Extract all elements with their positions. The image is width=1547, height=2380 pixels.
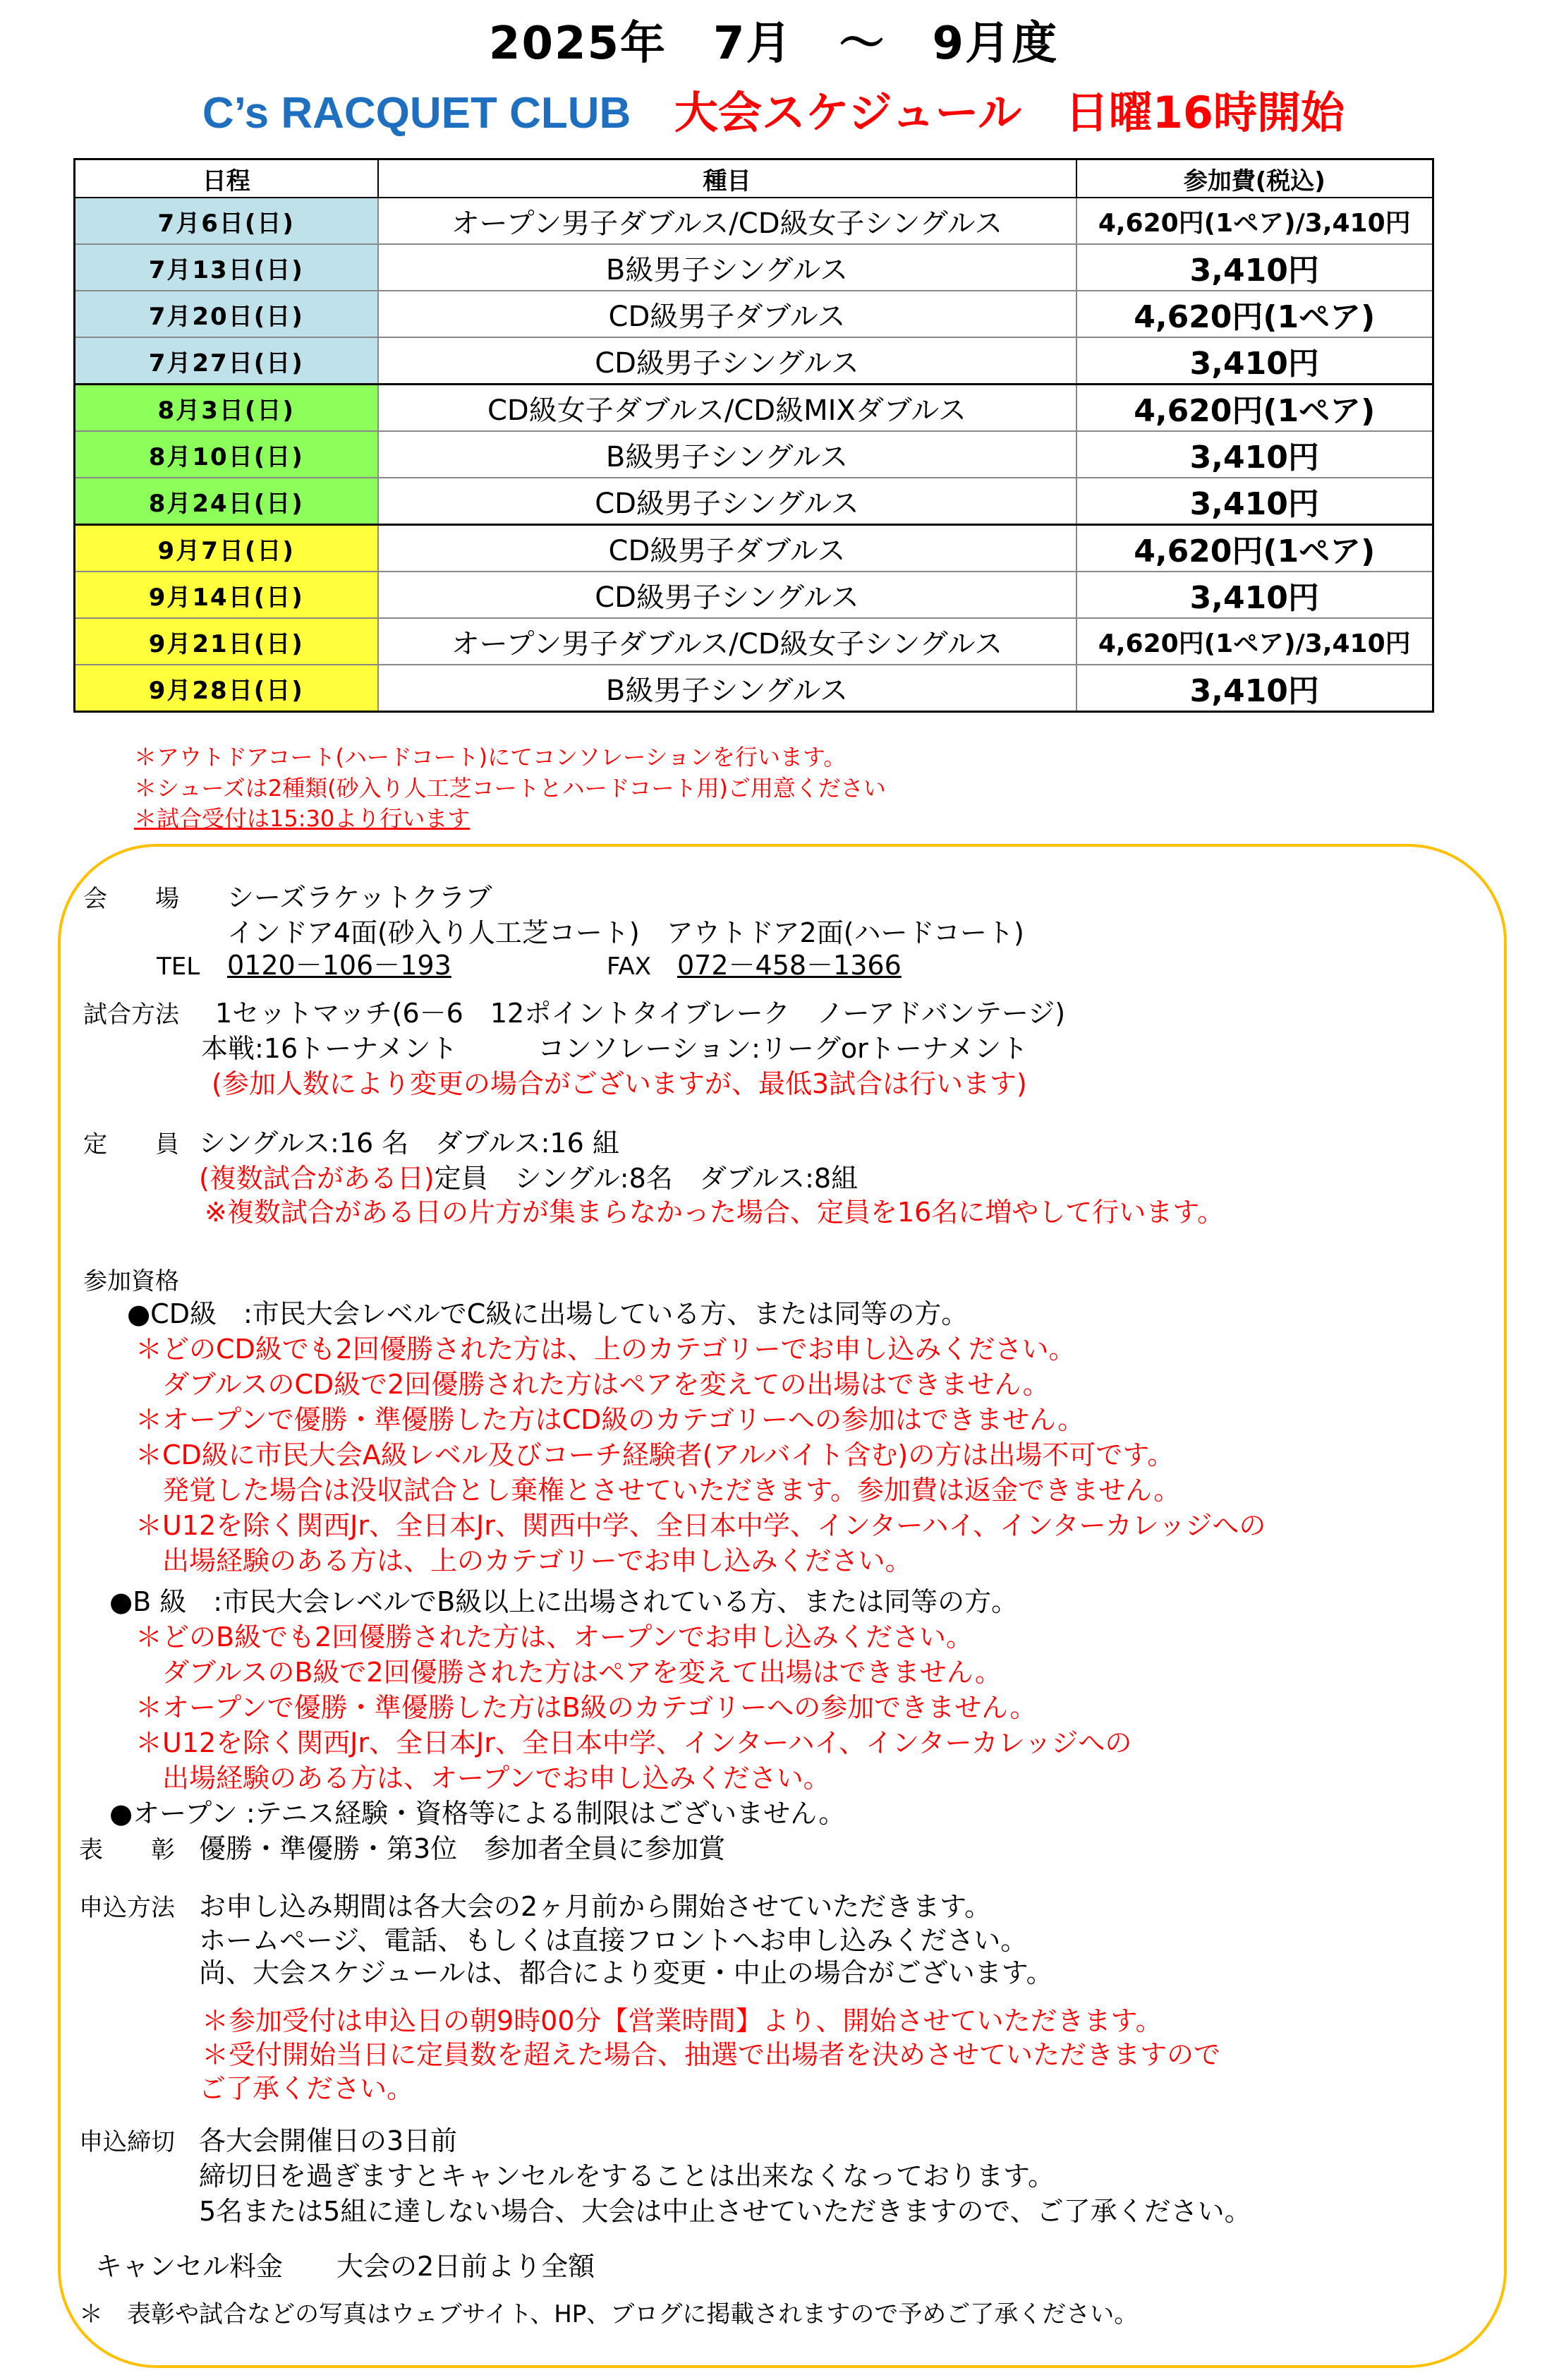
capacity-line-2 [199, 1161, 858, 1195]
cd-note-line: 出場経験のある方は、上のカテゴリーでお申し込みください。 [135, 1545, 912, 1576]
table-row [75, 431, 1433, 478]
apply-line-3: 尚、大会スケジュールは、都合により変更・中止の場合がございます。 [199, 1957, 1053, 1988]
tel-number: 0120－106－193 [227, 950, 451, 981]
event-cell: B級男子シングルス [378, 244, 1076, 291]
date-cell: 8月24日(日) [75, 478, 378, 525]
event-cell: CD級男子シングルス [378, 337, 1076, 385]
b-note-line: ダブルスのB級で2回優勝された方はペアを変えて出場はできません。 [135, 1657, 1002, 1688]
event-cell: B級男子シングルス [378, 665, 1076, 712]
header-date: 日程 [75, 159, 378, 198]
cd-note-line: ＊オープンで優勝・準優勝した方はCD級のカテゴリーへの参加はできません。 [135, 1404, 1085, 1435]
b-note-line: 出場経験のある方は、オープンでお申し込みください。 [135, 1763, 830, 1794]
table-row [75, 572, 1433, 618]
start-time: 日曜16時開始 [1064, 87, 1345, 138]
date-cell: 9月21日(日) [75, 618, 378, 665]
open-class-title: ●オープン :テニス経験・資格等による制限はございません。 [109, 1798, 846, 1829]
date-cell: 9月28日(日) [75, 665, 378, 712]
apply-line-2: ホームページ、電話、もしくは直接フロントへお申し込みください。 [199, 1925, 1028, 1956]
award-label: 表 彰 [79, 1836, 175, 1864]
cd-class-title: ●CD級 :市民大会レベルでC級に出場している方、または同等の方。 [127, 1298, 969, 1329]
apply-label: 申込方法 [79, 1894, 175, 1922]
capacity-line-1: シングルス:16 名 ダブルス:16 組 [199, 1128, 619, 1159]
note-shoes: ＊シューズは2種類(砂入り人工芝コートとハードコート用)ご用意ください [134, 775, 886, 802]
photo-note: ＊ 表彰や試合などの写真はウェブサイト、HP、ブログに掲載されますので予めご了承ください。 [79, 2300, 1139, 2328]
b-note-line: ＊どのB級でも2回優勝された方は、オープンでお申し込みください。 [135, 1621, 973, 1653]
event-cell: オープン男子ダブルス/CD級女子シングルス [378, 618, 1076, 665]
fee-cell: 4,620円(1ペア) [1076, 291, 1433, 337]
deadline-line-1: 各大会開催日の3日前 [199, 2125, 458, 2156]
fee-cell: 4,620円(1ペア) [1076, 525, 1433, 572]
method-line-3: (参加人数により変更の場合がございますが、最低3試合は行います) [212, 1068, 1027, 1099]
table-row [75, 198, 1433, 244]
date-cell: 8月10日(日) [75, 431, 378, 478]
apply-line-1: お申し込み期間は各大会の2ヶ月前から開始させていただきます。 [199, 1891, 992, 1922]
capacity-multi-label: (複数試合がある日) [199, 1163, 435, 1194]
b-class-title: ●B 級 :市民大会レベルでB級以上に出場されている方、または同等の方。 [109, 1586, 1019, 1617]
fee-cell: 4,620円(1ペア)/3,410円 [1076, 618, 1433, 665]
fax-label: FAX [607, 953, 651, 981]
note-reception: ＊試合受付は15:30より行います [134, 805, 471, 832]
event-cell: CD級男子シングルス [378, 572, 1076, 618]
apply-red-line-1: ＊参加受付は申込日の朝9時00分【営業時間】より、開始させていただきます。 [202, 2005, 1163, 2036]
deadline-line-3: 5名または5組に達しない場合、大会は中止させていただきますので、ご了承ください。 [199, 2196, 1251, 2227]
fee-cell: 3,410円 [1076, 244, 1433, 291]
table-row [75, 385, 1433, 432]
b-note-line: ＊U12を除く関西Jr、全日本Jr、全日本中学、インターハイ、インターカレッジへの [135, 1727, 1132, 1758]
fee-cell: 3,410円 [1076, 478, 1433, 525]
date-cell: 7月20日(日) [75, 291, 378, 337]
deadline-line-2: 締切日を過ぎますとキャンセルをすることは出来なくなっております。 [199, 2161, 1055, 2192]
tel-label: TEL [157, 953, 200, 981]
table-header-row [75, 159, 1433, 198]
cancel-fee: キャンセル料金 大会の2日前より全額 [95, 2251, 595, 2282]
schedule-label: 大会スケジュール [674, 87, 1022, 138]
fee-cell: 4,620円(1ペア)/3,410円 [1076, 198, 1433, 244]
event-cell: B級男子シングルス [378, 431, 1076, 478]
apply-red-line-2: ＊受付開始当日に定員数を超えた場合、抽選で出場者を決めさせていただきますので [202, 2039, 1221, 2070]
capacity-line-3: ※複数試合がある日の片方が集まらなかった場合、定員を16名に増やして行います。 [205, 1197, 1225, 1228]
capacity-label: 定 員 [83, 1130, 179, 1159]
fee-cell: 3,410円 [1076, 572, 1433, 618]
cd-note-line: ＊どのCD級でも2回優勝された方は、上のカテゴリーでお申し込みください。 [135, 1334, 1076, 1365]
schedule-table [73, 158, 1434, 713]
award-text: 優勝・準優勝・第3位 参加者全員に参加賞 [199, 1833, 726, 1864]
cd-note-line: ＊CD級に市民大会A級レベル及びコーチ経験者(アルバイト含む)の方は出場不可です。 [135, 1439, 1175, 1470]
venue-courts: インドア4面(砂入り人工芝コート) アウトドア2面(ハードコート) [227, 917, 1024, 948]
event-cell: CD級男子シングルス [378, 478, 1076, 525]
table-row [75, 244, 1433, 291]
deadline-label: 申込締切 [79, 2128, 175, 2156]
header-event: 種目 [378, 159, 1076, 198]
cd-note-line: ＊U12を除く関西Jr、全日本Jr、関西中学、全日本中学、インターハイ、インターカレッジへの [135, 1510, 1266, 1541]
table-row [75, 478, 1433, 525]
b-note-line: ＊オープンで優勝・準優勝した方はB級のカテゴリーへの参加できません。 [135, 1692, 1037, 1723]
table-row [75, 525, 1433, 572]
event-cell: オープン男子ダブルス/CD級女子シングルス [378, 198, 1076, 244]
fee-cell: 3,410円 [1076, 665, 1433, 712]
fee-cell: 3,410円 [1076, 431, 1433, 478]
method-line-2: 本戦:16トーナメント コンソレーション:リーグorトーナメント [201, 1033, 1029, 1064]
page-title [0, 78, 1547, 140]
venue-label: 会 場 [83, 885, 179, 913]
fee-cell: 3,410円 [1076, 337, 1433, 385]
date-cell: 8月3日(日) [75, 385, 378, 432]
date-cell: 9月7日(日) [75, 525, 378, 572]
cd-note-line: 発覚した場合は没収試合とし棄権とさせていただきます。参加費は返金できません。 [135, 1475, 1181, 1506]
venue-name: シーズラケットクラブ [227, 882, 492, 913]
note-consolation: ＊アウトドアコート(ハードコート)にてコンソレーションを行います。 [134, 744, 847, 771]
fax-number: 072－458－1366 [677, 950, 902, 981]
fee-cell: 4,620円(1ペア) [1076, 385, 1433, 432]
date-cell: 9月14日(日) [75, 572, 378, 618]
event-cell: CD級男子ダブルス [378, 525, 1076, 572]
header-fee: 参加費(税込) [1076, 159, 1433, 198]
page-title-period: 2025年 7月 ～ 9月度 [488, 18, 1059, 70]
date-cell: 7月6日(日) [75, 198, 378, 244]
method-line-1: 1セットマッチ(6－6 12ポイントタイブレーク ノーアドバンテージ) [215, 998, 1066, 1029]
capacity-multi-value: 定員 シングル:8名 ダブルス:8組 [434, 1163, 859, 1194]
date-cell: 7月27日(日) [75, 337, 378, 385]
table-row [75, 618, 1433, 665]
table-row [75, 337, 1433, 385]
table-row [75, 665, 1433, 712]
club-name: C’s RACQUET CLUB [202, 89, 631, 138]
date-cell: 7月13日(日) [75, 244, 378, 291]
event-cell: CD級男子ダブルス [378, 291, 1076, 337]
apply-red-line-3: ご了承ください。 [199, 2073, 414, 2104]
cd-note-line: ダブルスのCD級で2回優勝された方はペアを変えての出場はできません。 [135, 1369, 1050, 1400]
qualification-label: 参加資格 [83, 1267, 179, 1295]
table-row [75, 291, 1433, 337]
method-label: 試合方法 [83, 1001, 179, 1029]
event-cell: CD級女子ダブルス/CD級MIXダブルス [378, 385, 1076, 432]
